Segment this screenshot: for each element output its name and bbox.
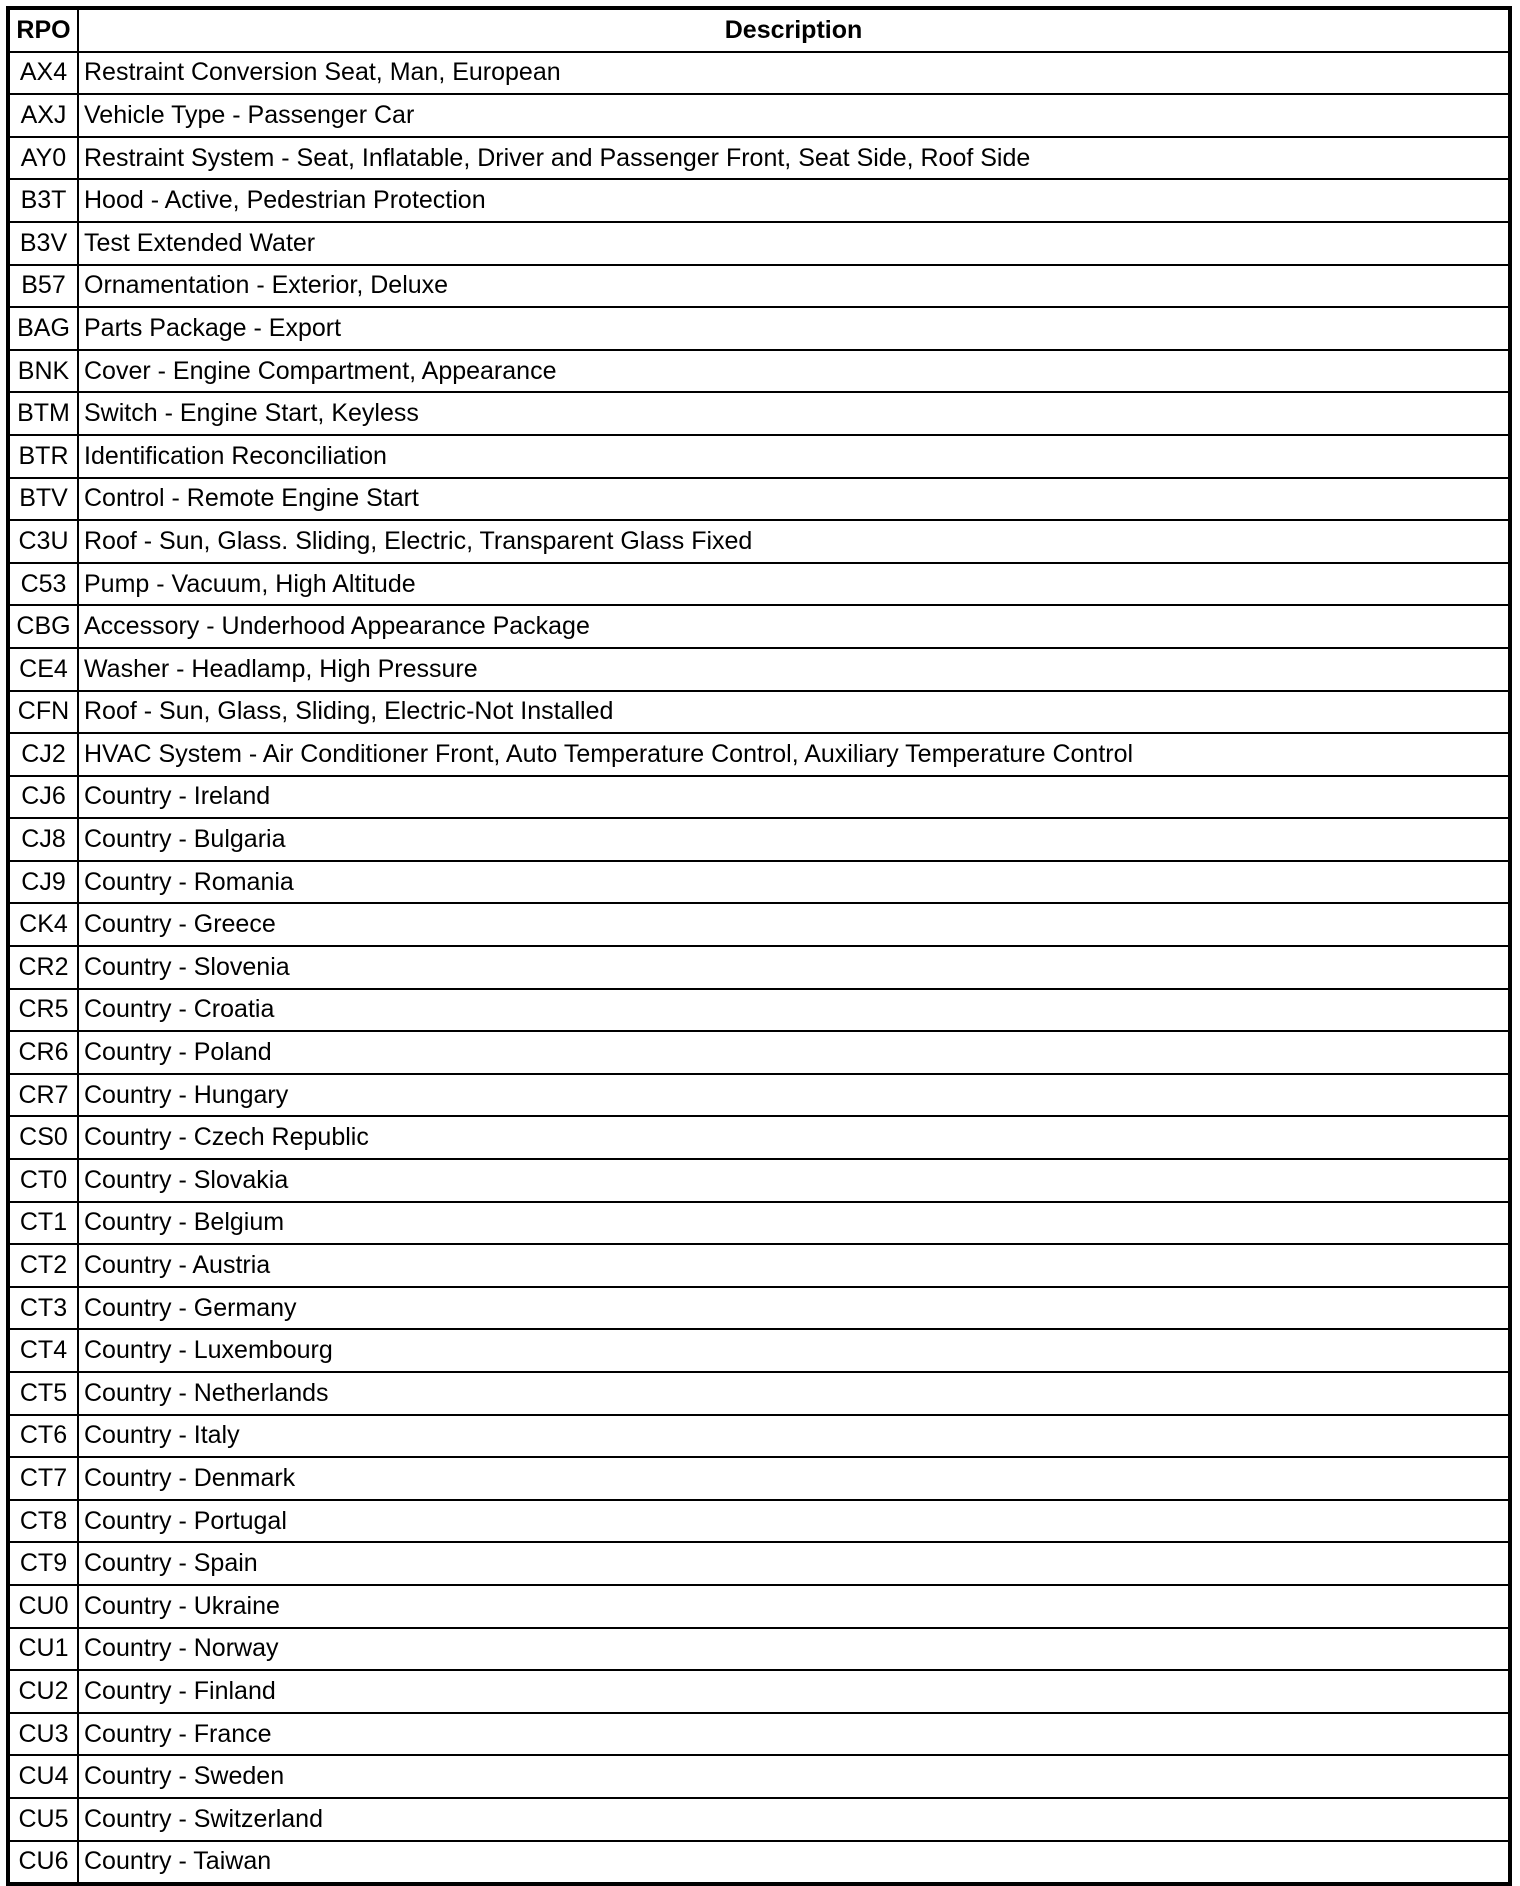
table-row [8,350,1510,393]
description-cell: Country - Hungary [78,1074,1510,1117]
rpo-code-cell: CR2 [8,946,78,989]
rpo-code-cell: B57 [8,265,78,308]
rpo-code-cell: CT0 [8,1159,78,1202]
table-row [8,1329,1510,1372]
table-row [8,648,1510,691]
table-row [8,520,1510,563]
description-cell: Country - France [78,1713,1510,1756]
table-row [8,52,1510,95]
table-row [8,1415,1510,1458]
description-cell: Country - Ukraine [78,1585,1510,1628]
table-row [8,563,1510,606]
table-row [8,861,1510,904]
description-cell: Control - Remote Engine Start [78,478,1510,521]
rpo-code-cell: CT3 [8,1287,78,1330]
rpo-code-cell: B3V [8,222,78,265]
description-cell: Country - Belgium [78,1202,1510,1245]
description-cell: Accessory - Underhood Appearance Package [78,605,1510,648]
table-row [8,94,1510,137]
rpo-code-cell: C53 [8,563,78,606]
rpo-code-cell: CT6 [8,1415,78,1458]
rpo-code-cell: CU2 [8,1670,78,1713]
description-cell: Country - Italy [78,1415,1510,1458]
rpo-code-cell: BTR [8,435,78,478]
table-row [8,1500,1510,1543]
rpo-code-cell: CE4 [8,648,78,691]
table-row [8,1287,1510,1330]
rpo-code-cell: CJ8 [8,818,78,861]
description-cell: Country - Germany [78,1287,1510,1330]
rpo-code-cell: AXJ [8,94,78,137]
table-row [8,435,1510,478]
description-cell: Country - Austria [78,1244,1510,1287]
description-cell: Country - Poland [78,1031,1510,1074]
table-row [8,1798,1510,1841]
description-cell: Country - Norway [78,1628,1510,1671]
rpo-code-cell: AX4 [8,52,78,95]
description-cell: Restraint Conversion Seat, Man, European [78,52,1510,95]
rpo-code-cell: CT5 [8,1372,78,1415]
description-cell: Country - Netherlands [78,1372,1510,1415]
rpo-code-cell: CJ2 [8,733,78,776]
table-row [8,1542,1510,1585]
rpo-code-cell: CR5 [8,989,78,1032]
rpo-code-cell: CR6 [8,1031,78,1074]
rpo-code-cell: CT1 [8,1202,78,1245]
description-cell: Hood - Active, Pedestrian Protection [78,179,1510,222]
rpo-code-cell: CJ6 [8,776,78,819]
rpo-code-cell: CFN [8,691,78,734]
table-row [8,1755,1510,1798]
description-cell: Restraint System - Seat, Inflatable, Driver and Passenger Front, Seat Side, Roof Side [78,137,1510,180]
description-cell: Ornamentation - Exterior, Deluxe [78,265,1510,308]
table-row [8,946,1510,989]
description-cell: Country - Croatia [78,989,1510,1032]
rpo-code-cell: CU0 [8,1585,78,1628]
description-cell: Country - Luxembourg [78,1329,1510,1372]
table-row [8,776,1510,819]
table-row [8,478,1510,521]
header-rpo: RPO [8,8,78,52]
table-row [8,1585,1510,1628]
rpo-code-cell: CS0 [8,1116,78,1159]
rpo-code-cell: CR7 [8,1074,78,1117]
rpo-code-cell: B3T [8,179,78,222]
rpo-code-cell: CJ9 [8,861,78,904]
rpo-code-cell: CU6 [8,1841,78,1885]
description-cell: Country - Slovenia [78,946,1510,989]
rpo-code-cell: CU3 [8,1713,78,1756]
description-cell: Identification Reconciliation [78,435,1510,478]
table-row [8,137,1510,180]
table-row [8,179,1510,222]
table-row [8,733,1510,776]
description-cell: Vehicle Type - Passenger Car [78,94,1510,137]
rpo-code-cell: CT7 [8,1457,78,1500]
table-row [8,1713,1510,1756]
table-row [8,1457,1510,1500]
description-cell: Country - Denmark [78,1457,1510,1500]
rpo-table [6,6,1512,1886]
rpo-code-cell: BTM [8,392,78,435]
description-cell: Country - Greece [78,903,1510,946]
rpo-code-cell: BAG [8,307,78,350]
rpo-code-cell: C3U [8,520,78,563]
header-description: Description [78,8,1510,52]
description-cell: Country - Spain [78,1542,1510,1585]
table-row [8,989,1510,1032]
table-row [8,903,1510,946]
description-cell: Country - Bulgaria [78,818,1510,861]
table-row [8,605,1510,648]
description-cell: Country - Sweden [78,1755,1510,1798]
description-cell: Country - Czech Republic [78,1116,1510,1159]
rpo-code-cell: CU4 [8,1755,78,1798]
description-cell: Roof - Sun, Glass, Sliding, Electric-Not Installed [78,691,1510,734]
description-cell: Country - Taiwan [78,1841,1510,1885]
description-cell: Country - Finland [78,1670,1510,1713]
table-row [8,1116,1510,1159]
rpo-code-cell: CBG [8,605,78,648]
rpo-code-cell: CT4 [8,1329,78,1372]
description-cell: Cover - Engine Compartment, Appearance [78,350,1510,393]
table-row [8,307,1510,350]
description-cell: Switch - Engine Start, Keyless [78,392,1510,435]
table-row [8,222,1510,265]
table-row [8,1202,1510,1245]
rpo-code-cell: BTV [8,478,78,521]
rpo-code-cell: BNK [8,350,78,393]
table-row [8,1372,1510,1415]
table-row [8,1244,1510,1287]
description-cell: Test Extended Water [78,222,1510,265]
description-cell: Country - Ireland [78,776,1510,819]
description-cell: Washer - Headlamp, High Pressure [78,648,1510,691]
description-cell: Country - Switzerland [78,1798,1510,1841]
description-cell: Country - Portugal [78,1500,1510,1543]
rpo-code-cell: CT9 [8,1542,78,1585]
table-row [8,265,1510,308]
table-row [8,392,1510,435]
table-row [8,818,1510,861]
description-cell: Parts Package - Export [78,307,1510,350]
rpo-code-cell: CT8 [8,1500,78,1543]
description-cell: Roof - Sun, Glass. Sliding, Electric, Transparent Glass Fixed [78,520,1510,563]
description-cell: Country - Slovakia [78,1159,1510,1202]
rpo-code-cell: CK4 [8,903,78,946]
table-row [8,1628,1510,1671]
rpo-code-cell: CU5 [8,1798,78,1841]
rpo-code-cell: AY0 [8,137,78,180]
rpo-code-cell: CT2 [8,1244,78,1287]
table-body [8,52,1510,1885]
table-row [8,1074,1510,1117]
table-row [8,1031,1510,1074]
description-cell: HVAC System - Air Conditioner Front, Auto Temperature Control, Auxiliary Temperature Control [78,733,1510,776]
table-row [8,1159,1510,1202]
table-row [8,1670,1510,1713]
table-row [8,691,1510,734]
description-cell: Country - Romania [78,861,1510,904]
rpo-code-cell: CU1 [8,1628,78,1671]
header-row [8,8,1510,52]
description-cell: Pump - Vacuum, High Altitude [78,563,1510,606]
